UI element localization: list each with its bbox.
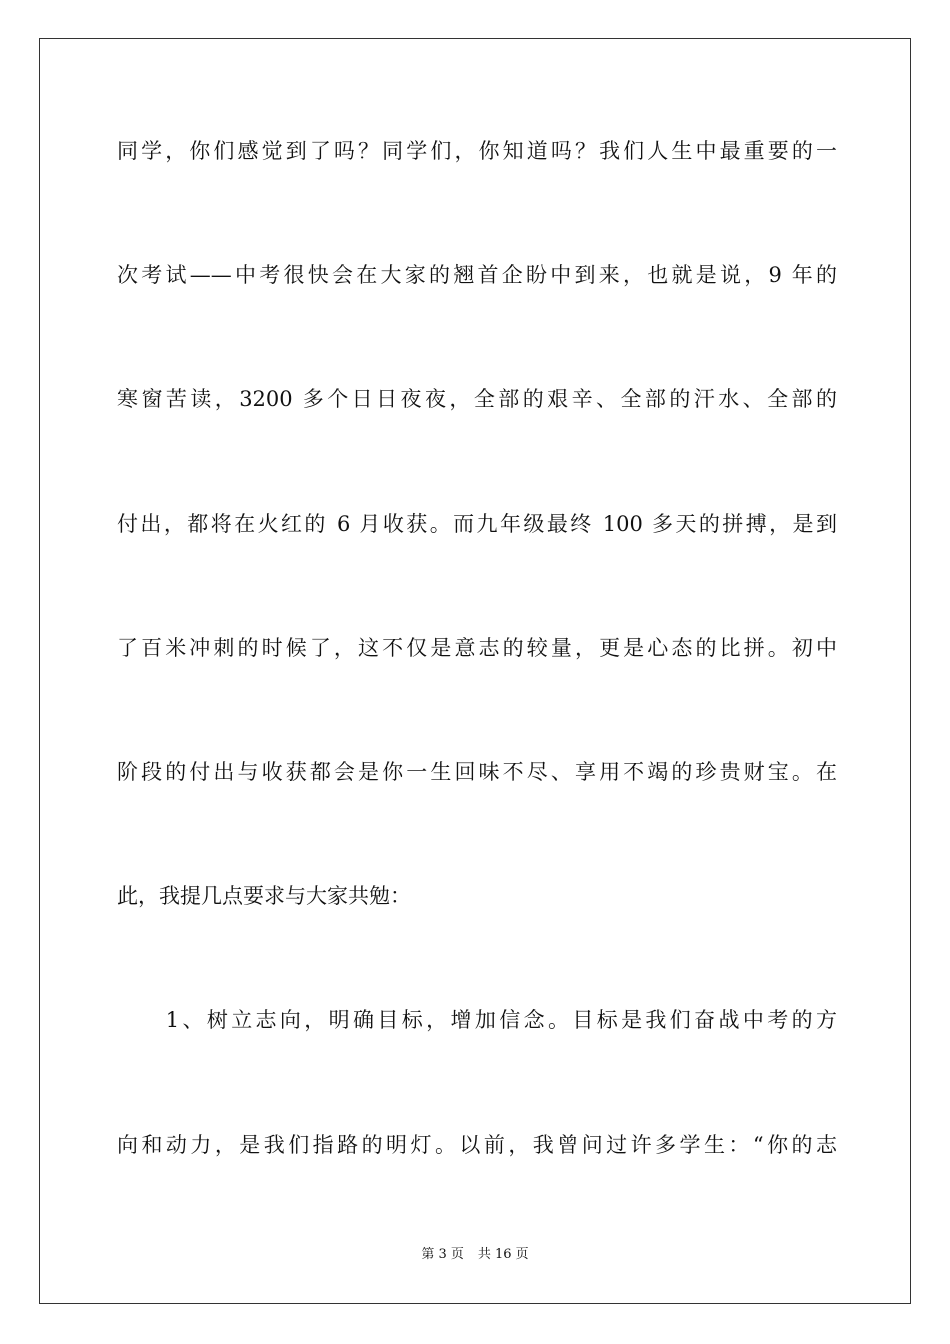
body-text-line-7: 此，我提几点要求与大家共勉： xyxy=(117,884,411,908)
body-text-line-6: 阶段的付出与收获都会是你一生回味不尽、享用不竭的珍贵财宝。在 xyxy=(117,760,837,784)
body-text-line-1: 同学，你们感觉到了吗？同学们，你知道吗？我们人生中最重要的一 xyxy=(117,139,837,163)
body-text-line-2: 次考试——中考很快会在大家的翘首企盼中到来，也就是说，9 年的 xyxy=(117,263,837,287)
body-text-line-4: 付出，都将在火红的 6 月收获。而九年级最终 100 多天的拼搏，是到 xyxy=(117,512,837,536)
page-total: 共 16 页 xyxy=(477,1247,529,1262)
page-border xyxy=(39,38,911,1304)
page-footer xyxy=(0,1247,950,1263)
page-number: 第 3 页 xyxy=(421,1247,464,1262)
body-text-line-5: 了百米冲刺的时候了，这不仅是意志的较量，更是心态的比拼。初中 xyxy=(117,636,837,660)
body-text-line-8: 1、树立志向，明确目标，增加信念。目标是我们奋战中考的方 xyxy=(117,1008,837,1032)
body-text-line-3: 寒窗苦读，3200 多个日日夜夜，全部的艰辛、全部的汗水、全部的 xyxy=(117,387,837,411)
body-text-line-9: 向和动力，是我们指路的明灯。以前，我曾问过许多学生：“你的志 xyxy=(117,1133,837,1157)
